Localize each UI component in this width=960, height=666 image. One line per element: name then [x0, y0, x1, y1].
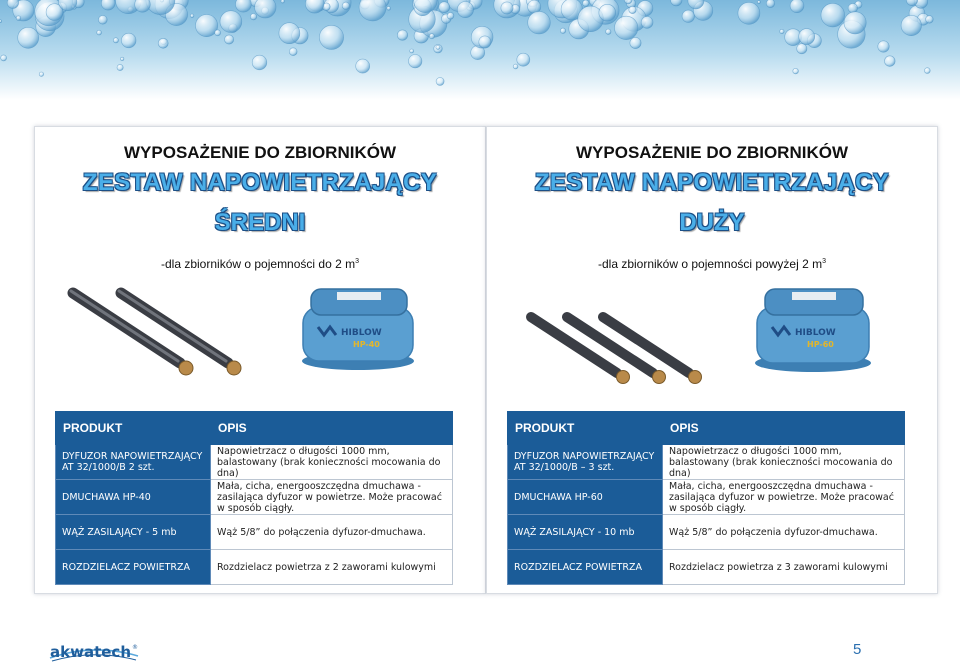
header-description: OPIS — [663, 412, 905, 445]
air-pump-icon — [755, 289, 871, 372]
bubble — [255, 0, 276, 18]
bubble — [799, 29, 815, 45]
bubble — [766, 0, 774, 8]
bubble — [319, 25, 343, 49]
akwatech-logo — [48, 639, 140, 665]
bubble — [225, 35, 234, 44]
bubble — [583, 0, 590, 7]
product-cell: WĄŻ ZASILAJĄCY - 5 mb — [56, 515, 211, 550]
bubble — [885, 56, 896, 67]
table-row — [56, 480, 453, 515]
bubble — [7, 0, 18, 8]
panel-subtitle: ZESTAW NAPOWIETRZAJĄCY — [534, 169, 890, 196]
kit-panel-large — [486, 126, 938, 594]
product-cell: ROZDZIELACZ POWIETRZA — [508, 550, 663, 585]
bubble — [501, 2, 513, 14]
bubble — [215, 30, 221, 36]
table-row — [56, 550, 453, 585]
bubble — [117, 64, 123, 70]
product-table — [55, 411, 453, 585]
bubble — [97, 30, 102, 35]
description-cell: Mała, cicha, energooszczędna dmuchawa - zasilająca dyfuzor w powietrze. Może pracować w sposób ciągły. — [211, 480, 453, 515]
bubble — [409, 55, 422, 68]
bubble — [281, 0, 285, 3]
bubble — [479, 36, 491, 48]
pump-brand-label: HIBLOW — [795, 328, 836, 338]
bubble — [630, 37, 641, 48]
bubble — [190, 14, 194, 18]
table-row — [508, 480, 905, 515]
bubble — [821, 3, 845, 27]
description-cell: Napowietrzacz o długości 1000 mm, balastowany (brak konieczności mocowania do dna) — [663, 445, 905, 480]
product-cell: DMUCHAWA HP-60 — [508, 480, 663, 515]
bubble — [793, 68, 799, 74]
kit-size: DUŻY — [679, 209, 745, 236]
capacity-note: -dla zbiorników o pojemności powyżej 2 $m^3$ — [597, 257, 826, 271]
panel-subtitle: ZESTAW NAPOWIETRZAJĄCY — [82, 169, 438, 196]
product-table — [507, 411, 905, 585]
bubble — [926, 16, 934, 24]
product-illustration — [35, 277, 485, 397]
bubble — [790, 0, 804, 13]
bubble — [121, 33, 136, 48]
bubble — [615, 16, 638, 39]
bubble — [439, 2, 450, 13]
description-cell: Mała, cicha, energooszczędna dmuchawa - zasilająca dyfuzor w powietrze. Może pracować w sposób ciągły. — [663, 480, 905, 515]
table-row — [56, 445, 453, 480]
product-cell: DYFUZOR NAPOWIETRZAJĄCY AT 32/1000/B 2 szt. — [56, 445, 211, 480]
bubble — [447, 12, 454, 19]
bubble — [387, 6, 391, 10]
bubble — [848, 3, 857, 12]
header-product: PRODUKT — [56, 412, 211, 445]
bubble — [436, 77, 444, 85]
bubble — [356, 59, 370, 73]
svg-text:akwatech: akwatech — [50, 643, 131, 661]
table-header — [508, 412, 905, 445]
header-description: OPIS — [211, 412, 453, 445]
capacity-note: -dla zbiorników o pojemności do 2 $m^3$ — [161, 257, 359, 271]
bubble — [757, 1, 760, 4]
bubble — [517, 53, 530, 66]
product-cell: WĄŻ ZASILAJĄCY - 10 mb — [508, 515, 663, 550]
bubble — [436, 45, 440, 49]
bubble — [844, 12, 866, 34]
panel-title: WYPOSAŻENIE DO ZBIORNIKÓW — [124, 143, 396, 162]
pump-brand-label: HIBLOW — [341, 328, 382, 338]
bubble — [429, 34, 434, 39]
bubble — [342, 2, 349, 9]
product-cell: DMUCHAWA HP-40 — [56, 480, 211, 515]
bubble — [457, 2, 473, 18]
product-cell: ROZDZIELACZ POWIETRZA — [56, 550, 211, 585]
bubble — [279, 23, 300, 44]
air-pump-icon — [302, 289, 414, 370]
bubble — [252, 55, 267, 70]
water-bubbles-banner — [0, 0, 960, 100]
bubble — [629, 6, 636, 13]
bubble — [121, 57, 124, 60]
bubble — [98, 15, 107, 24]
table-row — [508, 550, 905, 585]
bubble — [16, 16, 21, 21]
product-cell: DYFUZOR NAPOWIETRZAJĄCY AT 32/1000/B – 3 szt. — [508, 445, 663, 480]
description-cell: Napowietrzacz o długości 1000 mm, balastowany (brak konieczności mocowania do dna) — [211, 445, 453, 480]
bubble — [780, 29, 784, 33]
bubble — [878, 41, 889, 52]
bubble — [513, 64, 518, 69]
bubble — [528, 11, 551, 34]
bubble — [18, 27, 39, 48]
bubble — [113, 38, 118, 43]
table-row — [56, 515, 453, 550]
bubble — [135, 0, 151, 12]
bubble — [641, 17, 653, 29]
pump-model-label: HP-40 — [353, 340, 380, 349]
kit-size: ŚREDNI — [214, 209, 306, 236]
panel-title: WYPOSAŻENIE DO ZBIORNIKÓW — [576, 143, 848, 162]
diffuser-tubes — [71, 291, 241, 375]
description-cell: Wąż 5/8” do połączenia dyfuzor-dmuchawa. — [211, 515, 453, 550]
bubble — [39, 72, 43, 76]
bubble — [410, 49, 414, 53]
bubble — [606, 29, 611, 34]
header-product: PRODUKT — [508, 412, 663, 445]
product-illustration — [487, 277, 937, 397]
bubble — [797, 44, 807, 54]
bubble — [0, 20, 2, 23]
description-cell: Rozdzielacz powietrza z 2 zaworami kulowymi — [211, 550, 453, 585]
bubble — [901, 15, 921, 35]
kit-panel-medium — [34, 126, 486, 594]
svg-text:®: ® — [132, 644, 138, 651]
bubble — [250, 14, 256, 20]
table-header — [56, 412, 453, 445]
bubble — [599, 4, 616, 21]
bubble — [924, 68, 930, 74]
bubble — [738, 2, 760, 24]
table-row — [508, 445, 905, 480]
pump-model-label: HP-60 — [807, 340, 834, 349]
bubble — [1, 55, 7, 61]
diffuser-tubes — [531, 317, 702, 384]
bubble — [560, 28, 565, 33]
page-number: 5 — [853, 641, 862, 658]
description-cell: Wąż 5/8” do połączenia dyfuzor-dmuchawa. — [663, 515, 905, 550]
table-row — [508, 515, 905, 550]
bubble — [158, 38, 168, 48]
bubble — [289, 48, 297, 56]
bubble — [397, 30, 407, 40]
bubble — [220, 11, 242, 33]
description-cell: Rozdzielacz powietrza z 3 zaworami kulowymi — [663, 550, 905, 585]
bubble — [682, 10, 694, 22]
